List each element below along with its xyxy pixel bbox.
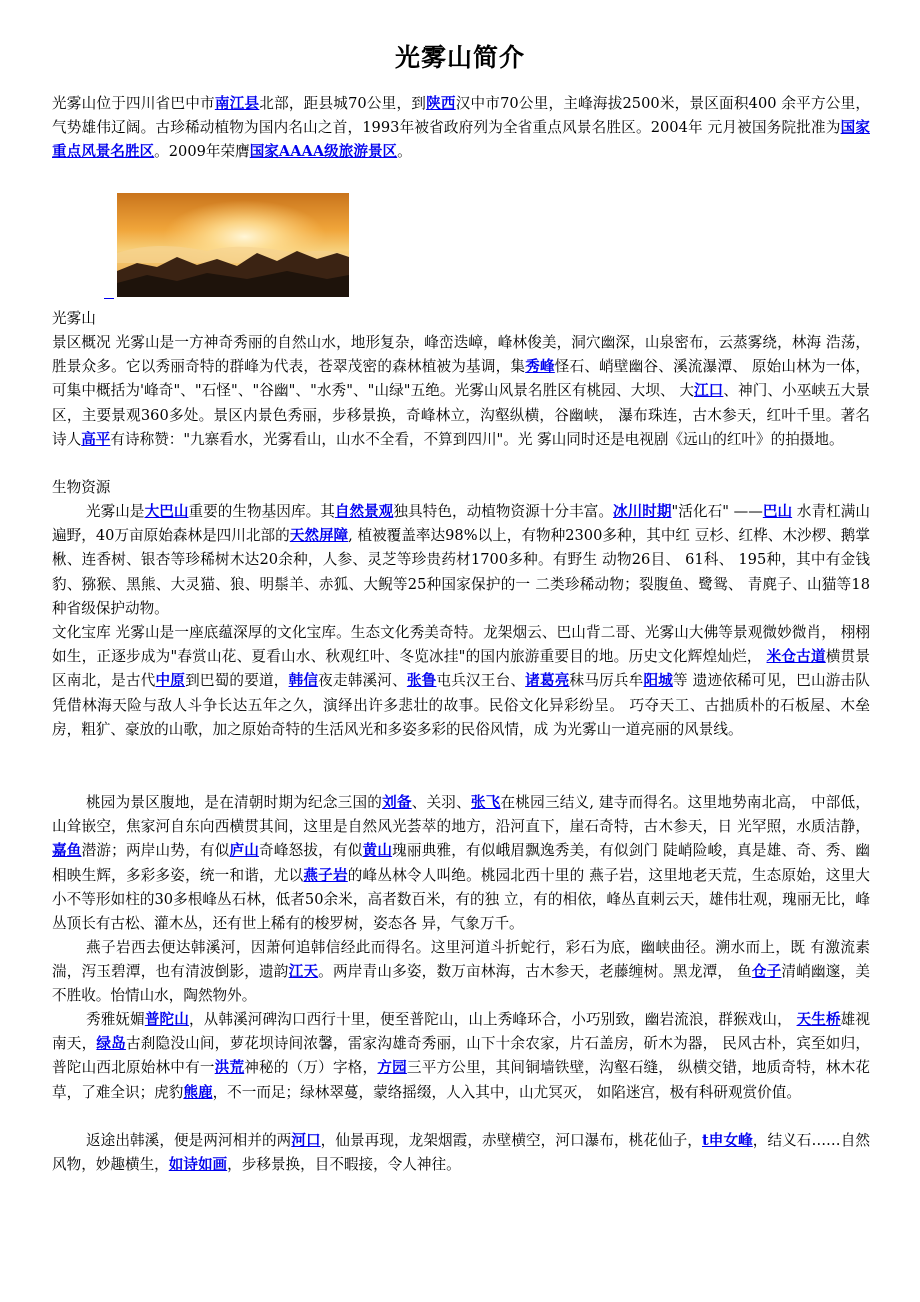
inline-link[interactable]: 庐山: [229, 842, 260, 860]
text-run: 。2009年荣膺: [154, 143, 250, 161]
text-run: 返途出韩溪，便是两河相并的两: [86, 1132, 292, 1149]
text-run: 怪石、峭壁幽谷、溪流瀑潭、 原始山林为一体，可集中概括为'峰奇"、"石怪"、"谷幽"、"水秀"、"山绿"五绝。光雾山风景名胜区有桃园、大坝、 大: [52, 358, 870, 400]
text-run: 燕子岩西去便达韩溪河，因萧何追韩信经此而得名。这里河道斗折蛇行，彩石为底，幽峡曲径。溯水而上，既 有激流素湍，泻玉碧潭，也有清波倒影，遗韵: [52, 939, 870, 981]
text-run: 等 遗迹依稀可见，巴山游击队凭借林海天险与敌人斗争长达五年之久，演绎出许多悲壮的故事。民俗文化异彩纷呈。 巧夺天工、古拙质朴的石板屋、木垒房，粗犷、豪放的山歌，加之原始奇特的生活风光和多姿多彩的民俗风情，成 为光雾山一道亮丽的风景线。: [52, 672, 870, 738]
inline-link[interactable]: 燕子岩: [303, 866, 348, 884]
text-run: ，仙景再现，龙架烟霞，赤壁横空，河口瀑布，桃花仙子，: [320, 1132, 702, 1149]
photo-caption: 光雾山: [52, 310, 96, 327]
text-run: 到巴蜀的要道，: [185, 672, 289, 690]
putuo-paragraph: [52, 1008, 870, 1105]
text-run: ，不一而足；绿林翠蔓，蒙络摇缀，人入其中，山尤冥灭， 如陷迷宫，极有科研观赏价值。: [212, 1083, 801, 1101]
inline-link[interactable]: 国家AAAA级旅游景区: [249, 143, 398, 161]
text-run: 水青杠满山遍野，40万亩原始森林是四川北部的: [52, 503, 870, 545]
photo-link-marker[interactable]: [104, 286, 114, 299]
inline-link[interactable]: 陕西: [426, 95, 456, 112]
bio-heading: 生物资源: [52, 479, 111, 496]
text-run: 光雾山是: [86, 503, 145, 520]
text-run: 北部，距县城70公里，到: [259, 95, 427, 112]
return-paragraph: [52, 1129, 870, 1177]
text-run: 三平方公里，其间铜墙铁壁，沟壑石缝， 纵横交错，地质奇特，林木花草，了难全识；虎豹: [52, 1059, 870, 1101]
inline-link[interactable]: 大巴山: [144, 503, 189, 520]
yanziyan-paragraph: [52, 936, 870, 1009]
text-run: 神秘的（万）字格，: [244, 1059, 378, 1077]
text-run: 在桃园三结义, 建寺而得名。这里地势南北高， 中部低，山耸嵌空，焦家河自东向西横贯其间，这里是自然风光荟萃的地方，沿河直下，崖石奇特，古木参天，日 光罕照，水质洁静，: [52, 794, 870, 836]
inline-link[interactable]: 天生桥: [796, 1011, 841, 1028]
text-run: "活化石" ——: [671, 503, 763, 520]
sunset-mountain-image: [117, 193, 349, 297]
inline-link[interactable]: 冰川时期: [612, 503, 672, 520]
text-run: ，结义石……自然风物，妙趣横生，: [52, 1132, 870, 1174]
text-run: 秣马厉兵牟: [569, 672, 644, 690]
inline-link[interactable]: 黄山: [362, 842, 393, 860]
text-run: 夜走韩溪河、: [318, 672, 407, 690]
inline-link[interactable]: 洪荒: [214, 1059, 245, 1077]
text-run: 有诗称赞："九寨看水，光雾看山，山水不全看，不算到四川"。光 雾山同时还是电视剧《远山的红叶》的拍摄地。: [110, 430, 844, 448]
text-run: 光雾山位于四川省巴中市: [52, 95, 215, 112]
text-run: 瑰丽典雅，有似峨眉飘逸秀美，有似剑门 陡峭险峻，真是雄、奇、秀、幽相映生辉，多彩多姿，统一和谐，尤以: [52, 842, 870, 884]
inline-link[interactable]: 诸葛亮: [525, 672, 570, 690]
text-run: 清峭幽邃，美不胜收。怡情山水，陶然物外。: [52, 963, 870, 1005]
text-run: , 植被覆盖率达98%以上，有物种2300多种，其中红 豆杉、红桦、木沙椤、鹅掌楸、连香树、银杏等珍稀树木达20余种，人参、灵芝等珍贵药材1700多种。有野生 动物26目、 61科、 195种，其中有金钱豹、猕猴、黑熊、大灵猫、狼、明鬃羊、赤狐、大鲵等25种国家保护的一 二类珍稀动物；裂腹鱼、鹭鸳、 青麂子、山猫等18种省级保护动物。: [52, 527, 870, 617]
page-title: 光雾山简介: [394, 43, 525, 72]
inline-link[interactable]: 嘉鱼: [52, 842, 82, 860]
intro-paragraph: [52, 92, 870, 165]
text-run: 、神门、小巫峡五大景区，主要景观360多处。景区内景色秀丽，步移景换，奇峰林立，沟壑纵横，谷幽峡， 瀑布珠连，古木参天，红叶千里。著名诗人: [52, 382, 870, 448]
inline-link[interactable]: 巴山: [762, 503, 793, 520]
text-run: 。两岸青山多姿，数万亩林海，古木参天，老藤缠树。黑龙潭， 鱼: [318, 963, 752, 981]
inline-link[interactable]: 普陀山: [144, 1011, 189, 1028]
inline-link[interactable]: 绿岛: [96, 1035, 126, 1053]
text-run: 独具特色，动植物资源十分丰富。: [393, 503, 613, 520]
text-run: 桃园为景区腹地，是在清朝时期为纪念三国的: [86, 794, 383, 811]
text-run: 奇峰怒拔，有似: [259, 842, 363, 860]
text-run: 屯兵汉王台、: [436, 672, 526, 690]
inline-link[interactable]: 张鲁: [406, 672, 437, 690]
inline-link[interactable]: 如诗如画: [168, 1156, 228, 1174]
text-run: 、关羽、: [411, 794, 471, 811]
inline-link[interactable]: 中原: [155, 672, 186, 690]
inline-link[interactable]: 熊鹿: [183, 1083, 213, 1101]
inline-link[interactable]: 国家重点风景名胜区: [52, 119, 870, 161]
inline-link[interactable]: 仓子: [751, 963, 782, 981]
text-run: 古刹隐没山间，萝花坝诗间浓馨，雷家沟雄奇秀丽，山下十余农家，片石盖房，斫木为器， 民风古朴，宾至如归，普陀山西北原始林中有一: [52, 1035, 870, 1077]
guangwushan-photo[interactable]: [117, 193, 349, 297]
inline-link[interactable]: 南江县: [214, 95, 260, 112]
inline-link[interactable]: 天然屏障: [289, 527, 349, 545]
inline-link[interactable]: 河口: [291, 1132, 321, 1149]
inline-link[interactable]: 秀峰: [525, 358, 555, 376]
inline-link[interactable]: 刘备: [382, 794, 412, 811]
culture-paragraph: [52, 621, 870, 742]
text-run: 秀雅妩媚: [86, 1011, 145, 1028]
inline-link[interactable]: 高平: [81, 430, 111, 448]
inline-link[interactable]: 江天: [288, 963, 319, 981]
text-run: 景区概况 光雾山是一方神奇秀丽的自然山水，地形复杂，峰峦迭嶂，峰林俊美，洞穴幽深，山泉密布，云蒸雾绕，林海 浩荡，胜景众多。它以秀丽奇特的群峰为代表，苍翠茂密的森林植被为基调，集: [52, 334, 870, 376]
inline-link[interactable]: 米仓古道: [766, 648, 826, 666]
bio-paragraph: [52, 500, 870, 621]
inline-link[interactable]: 张飞: [470, 794, 501, 811]
text-run: 横贯景区南北，是古代: [52, 648, 870, 690]
text-run: 潜游；两岸山势，有似: [81, 842, 230, 860]
inline-link[interactable]: 韩信: [288, 672, 319, 690]
text-run: 汉中市70公里，主峰海拔2500米，景区面积400 余平方公里，气势雄伟辽阔。古珍稀动植物为国内名山之首，1993年被省政府列为全省重点风景名胜区。2004年 元月被国务院批准为: [52, 95, 870, 137]
inline-link[interactable]: 江口: [694, 382, 724, 400]
text-run: 文化宝库 光雾山是一座底蕴深厚的文化宝库。生态文化秀美奇特。龙架烟云、巴山背二哥、光雾山大佛等景观微妙微肖， 栩栩如生，正逐步成为"春赏山花、夏看山水、秋观红叶、冬览冰挂"的国内旅游重要目的地。历史文化辉煌灿烂，: [52, 624, 870, 666]
text-run: ，步移景换，目不暇接，令人神往。: [227, 1156, 461, 1174]
text-run: 雄视南天，: [52, 1011, 870, 1053]
inline-link[interactable]: t申女峰: [701, 1132, 753, 1149]
text-run: 重要的生物基因库。其: [188, 503, 335, 520]
text-run: ，从韩溪河碑沟口西行十里，便至普陀山，山上秀峰环合，小巧别致，幽岩流浪，群猴戏山，: [188, 1011, 797, 1028]
inline-link[interactable]: 自然景观: [334, 503, 394, 520]
text-run: 的峰丛林令人叫绝。桃园北西十里的 燕子岩，这里地老天荒，生态原始，这里大小不等形如柱的30多根峰丛石林，低者50余米，高者数百米，有的独 立，有的相依，峰丛直刺云天，雄伟壮观，瑰丽无比，峰丛顶长有古松、灌木丛，还有世上稀有的梭罗树，姿态各 异，气象万千。: [52, 866, 870, 933]
inline-link[interactable]: 方园: [377, 1059, 407, 1077]
text-run: 。: [397, 143, 412, 161]
inline-link[interactable]: 阳城: [643, 672, 674, 690]
overview-paragraph: [52, 331, 870, 452]
taoyuan-paragraph: [52, 791, 870, 936]
